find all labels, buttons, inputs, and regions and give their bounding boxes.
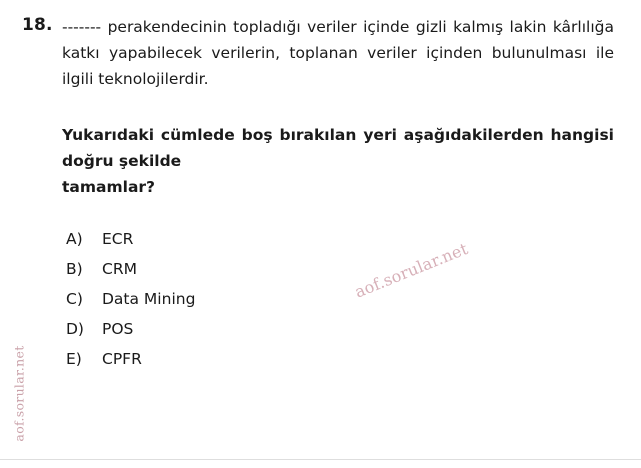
option-text: CPFR — [102, 350, 142, 368]
question-number: 18. — [22, 15, 53, 35]
center-watermark: aof.sorular.net — [352, 238, 471, 302]
question-row — [22, 14, 622, 200]
option-text: CRM — [102, 260, 137, 278]
question-content — [22, 14, 622, 380]
question-text: ------- perakendecinin topladığı veriler içinde gizli kalmış lakin kârlılığa katkı yapabilecek verilerin, toplanan veriler içinden bulunulması ile ilgili teknolojilerdir. — [62, 18, 614, 88]
answer-options — [66, 230, 622, 368]
option-letter: D) — [66, 320, 84, 338]
option-letter: E) — [66, 350, 82, 368]
page-bottom-divider — [0, 459, 641, 460]
option-text: Data Mining — [102, 290, 196, 308]
question-prompt-line-1: Yukarıdaki cümlede boş bırakılan yeri aşağıdakilerden hangisi doğru şekilde — [62, 126, 614, 170]
question-body — [62, 14, 622, 200]
side-watermark: aof.sorular.net — [11, 345, 27, 442]
option-text: ECR — [102, 230, 134, 248]
option-letter: C) — [66, 290, 83, 308]
option-text: POS — [102, 320, 134, 338]
question-prompt-line-2: tamamlar? — [62, 178, 156, 196]
list-item[interactable] — [66, 320, 622, 338]
option-letter: A) — [66, 230, 83, 248]
list-item[interactable] — [66, 260, 622, 278]
question-prompt — [62, 122, 614, 200]
list-item[interactable] — [66, 230, 622, 248]
list-item[interactable] — [66, 290, 622, 308]
option-letter: B) — [66, 260, 83, 278]
list-item[interactable] — [66, 350, 622, 368]
